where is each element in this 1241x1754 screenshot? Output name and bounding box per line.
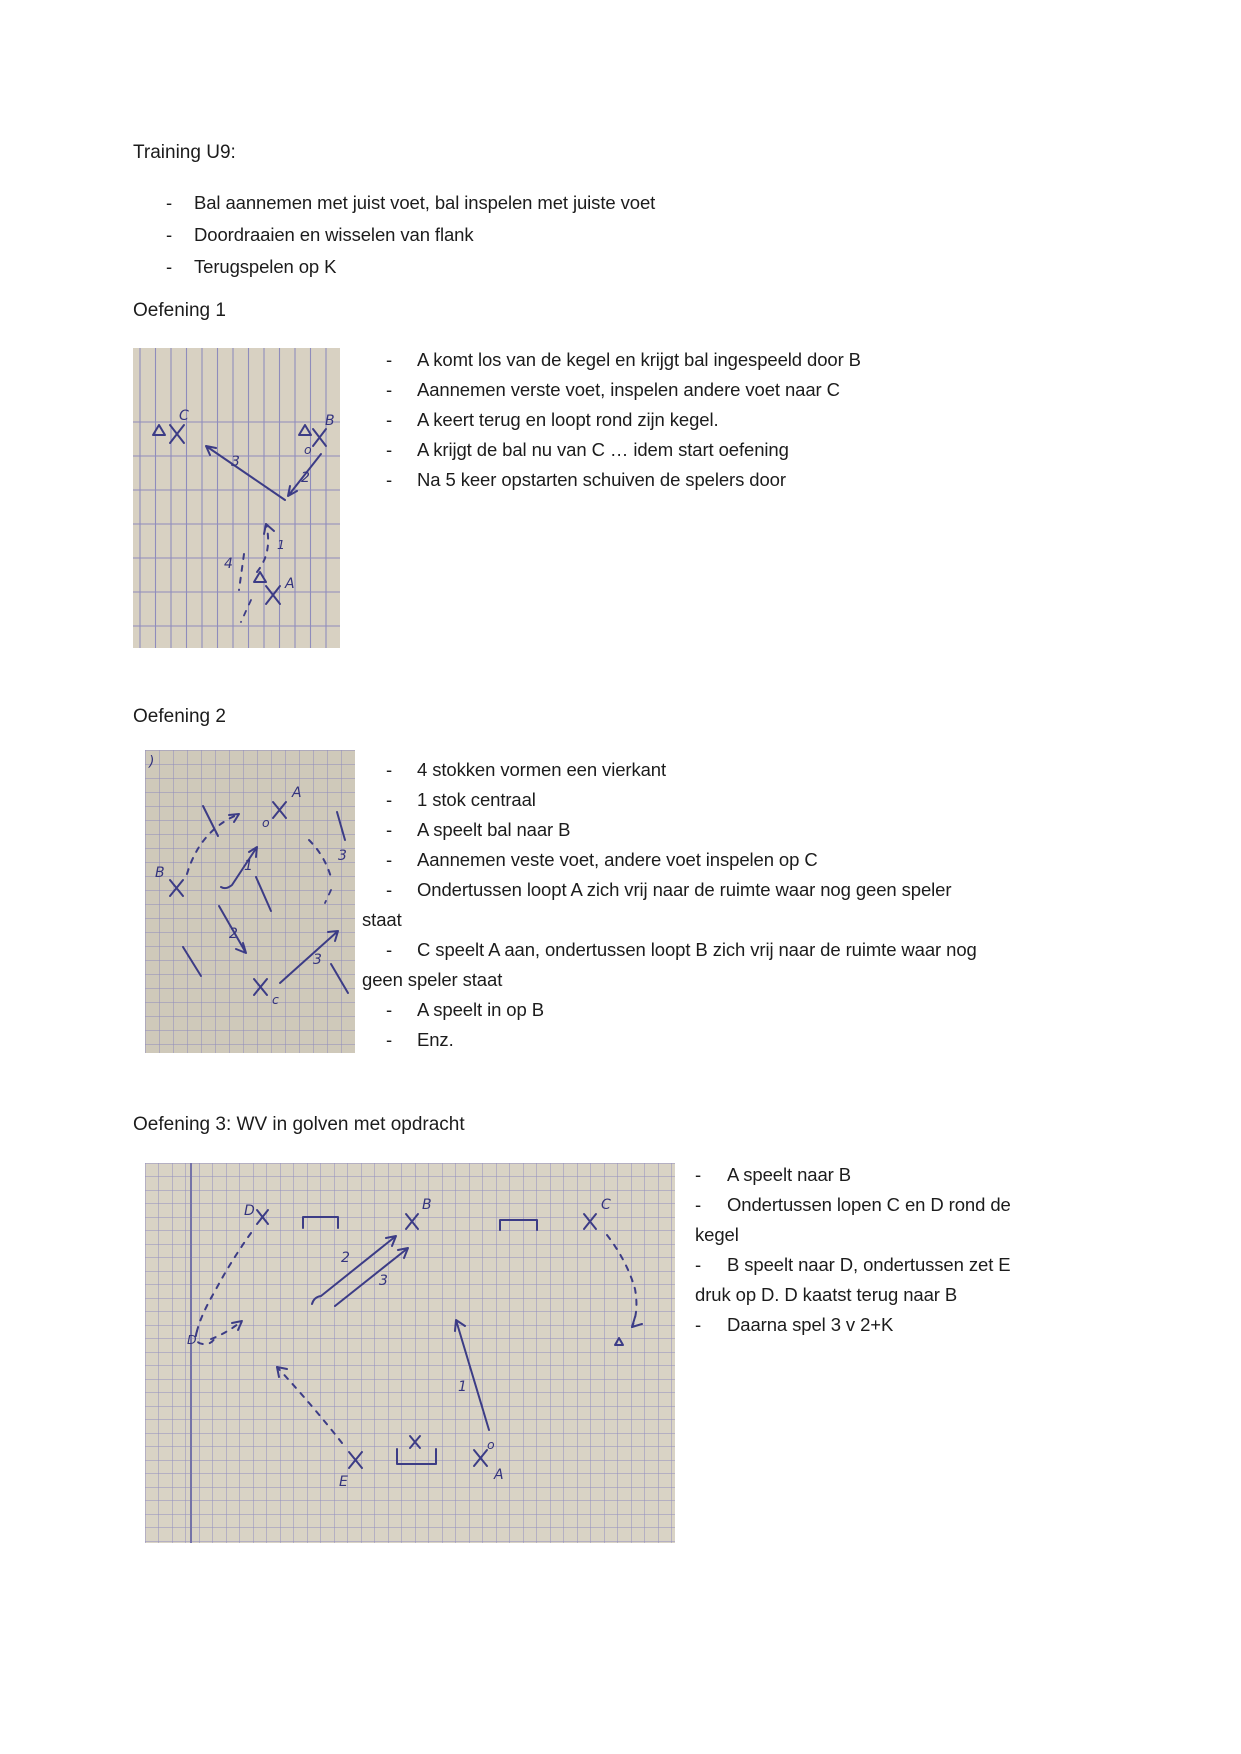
step-2-label: 2 [301,470,310,486]
bullet-dash: - [166,256,173,277]
section-heading-oefening2: Oefening 2 [133,706,226,727]
step-3-label: 3 [231,454,240,470]
list-item [0,1029,1241,1055]
list-item [0,1194,1241,1220]
player-e-label: E [339,1474,348,1490]
bullet-text: geen speler staat [362,969,503,990]
list-item [0,439,1241,465]
list-item-wrap [0,969,1241,995]
list-item-wrap [0,909,1241,935]
player-c-label: C [601,1197,611,1213]
bullet-dash: - [386,439,393,460]
bullet-dash: - [166,192,173,213]
list-item [0,1254,1241,1280]
bullet-text: A speelt bal naar B [417,819,571,840]
ball-marker: o [487,1437,495,1452]
list-item [0,1314,1241,1340]
list-item [0,192,1241,218]
ball-marker: o [262,815,270,830]
bullet-text: A keert terug en loopt rond zijn kegel. [417,409,719,430]
player-c-label: c [272,992,279,1007]
bullet-text: Na 5 keer opstarten schuiven de spelers door [417,469,786,490]
bullet-text: 1 stok centraal [417,789,536,810]
step-2-label: 2 [341,1250,350,1266]
bullet-text: staat [362,909,402,930]
bullet-text: kegel [695,1224,739,1245]
player-a-label: A [292,785,302,801]
player-a-label: A [285,576,295,592]
list-item [0,819,1241,845]
bullet-dash: - [386,849,393,870]
list-item-wrap [0,1224,1241,1250]
bullet-dash: - [386,939,393,960]
bullet-dash: - [386,1029,393,1050]
list-item [0,759,1241,785]
section-heading-oefening1: Oefening 1 [133,300,226,321]
bullet-text: Bal aannemen met juist voet, bal inspelen met juiste voet [194,192,656,213]
player-b-label: B [155,865,165,881]
bullet-text: Ondertussen lopen C en D rond de [727,1194,1011,1215]
step-3-label: 3 [338,848,347,864]
bullet-text: druk op D. D kaatst terug naar B [695,1284,958,1305]
bullet-text: Ondertussen loopt A zich vrij naar de ruimte waar nog geen speler [417,879,952,900]
bullet-dash: - [386,759,393,780]
bullet-text: Aannemen verste voet, inspelen andere voet naar C [417,379,840,400]
list-item [0,939,1241,965]
bullet-text: Enz. [417,1029,454,1050]
ball-marker: o [304,442,312,457]
bullet-text: A krijgt de bal nu van C … idem start oefening [417,439,789,460]
bullet-dash: - [386,999,393,1020]
list-item-wrap [0,1284,1241,1310]
bullet-text: Aannemen veste voet, andere voet inspelen op C [417,849,818,870]
list-item [0,879,1241,905]
bullet-dash: - [695,1254,702,1275]
step-1-label: 1 [458,1379,467,1395]
step-3-label: 3 [379,1273,388,1289]
step-3-label: 3 [313,952,322,968]
bullet-dash: - [386,409,393,430]
player-b-label: B [325,413,335,429]
step-1-label: 1 [277,537,285,552]
bullet-text: A komt los van de kegel en krijgt bal ingespeeld door B [417,349,861,370]
player-a-label: A [494,1467,504,1483]
player-d-end-label: D [187,1332,197,1347]
list-item [0,999,1241,1025]
player-b-label: B [422,1197,432,1213]
list-item [0,789,1241,815]
bullet-dash: - [166,224,173,245]
bullet-text: Terugspelen op K [194,256,337,277]
bullet-dash: - [386,379,393,400]
player-d-label: D [244,1203,255,1219]
list-item [0,224,1241,250]
list-item [0,256,1241,282]
step-2-label: 2 [229,926,238,942]
bullet-dash: - [386,469,393,490]
list-item [0,469,1241,495]
list-item [0,849,1241,875]
bullet-dash: - [386,349,393,370]
bullet-text: Doordraaien en wisselen van flank [194,224,474,245]
bullet-text: C speelt A aan, ondertussen loopt B zich vrij naar de ruimte waar nog [417,939,977,960]
list-item [0,349,1241,375]
list-item [0,379,1241,405]
bullet-text: B speelt naar D, ondertussen zet E [727,1254,1011,1275]
bullet-dash: - [695,1194,702,1215]
bullet-dash: - [386,819,393,840]
exercise3-photo [145,1163,675,1543]
pen-mark: ) [149,754,155,770]
bullet-dash: - [695,1164,702,1185]
bullet-dash: - [386,879,393,900]
bullet-text: Daarna spel 3 v 2+K [727,1314,894,1335]
bullet-text: A speelt naar B [727,1164,851,1185]
step-4-label: 4 [224,556,233,572]
step-1-label: 1 [244,858,253,874]
list-item [0,409,1241,435]
section-heading-oefening3: Oefening 3: WV in golven met opdracht [133,1114,465,1135]
bullet-dash: - [386,789,393,810]
bullet-text: 4 stokken vormen een vierkant [417,759,667,780]
bullet-text: A speelt in op B [417,999,544,1020]
list-item [0,1164,1241,1190]
player-c-label: C [179,408,189,424]
page-title: Training U9: [133,142,236,163]
bullet-dash: - [695,1314,702,1335]
